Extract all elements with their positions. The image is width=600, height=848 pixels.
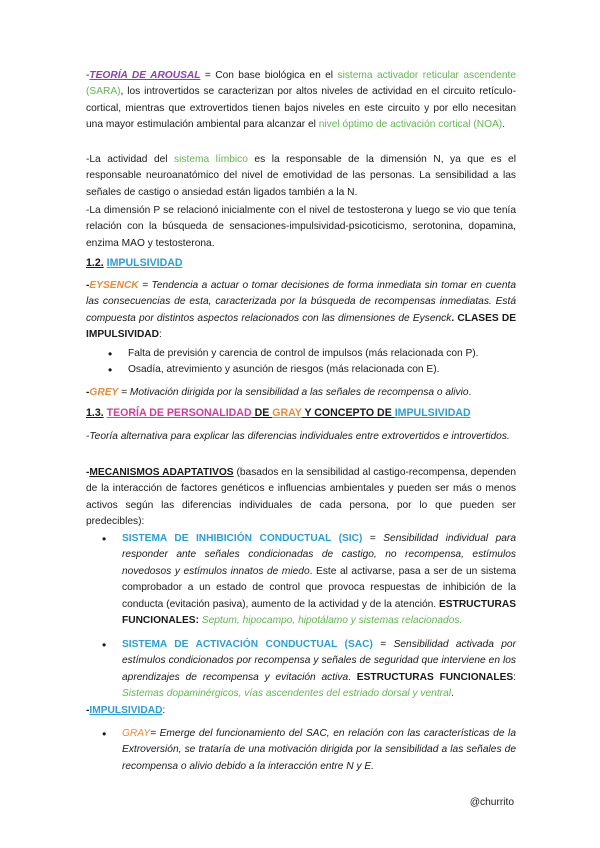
section-1-2-number: 1.2. xyxy=(86,257,104,269)
mecanismos-text: (basados en la sensibilidad al castigo-recompensa, dependen de la interacción de factores genéticos e influencias ambientales y pueden ser más o menos activos según las diferencias individuales de cada persona, por lo que pueden ser predecibles): xyxy=(86,467,516,528)
gray-text: = Emerge del funcionamiento del SAC, en relación con las características de la Extroversión, se trataría de una motivación dirigida por la sensibilidad a las señales de recompensa o alivio debido a la interacción entre N y E. xyxy=(122,728,516,772)
limbic-paragraph xyxy=(86,152,516,201)
impulsividad-2-title: IMPULSIVIDAD xyxy=(89,705,163,716)
alt-theory-paragraph: -Teoría alternativa para explicar las diferencias individuales entre extrovertidos e introvertidos. xyxy=(86,431,510,442)
list-item: • Falta de previsión y carencia de control de impulsos (más relacionada con P). xyxy=(104,346,516,362)
mecanismos-prefix: - xyxy=(86,467,90,478)
limbic-text-1: -La actividad del xyxy=(86,154,175,165)
eysenck-text: = Tendencia a actuar o tomar decisiones de forma inmediata sin tomar en cuenta las consecuencias de esta, caracterizada por la búsqueda de recompensas inmediatas. Está compuesta por distintos aspectos relacionados con las dimensiones de Eysenck xyxy=(86,280,516,324)
section-1-3-part1: TEORÍA DE PERSONALIDAD xyxy=(106,407,252,419)
section-1-2-heading xyxy=(86,257,183,269)
limbic-term: sistema límbico xyxy=(174,154,248,165)
list-item: • Osadía, atrevimiento y asunción de riesgos (más relacionada con E). xyxy=(104,362,516,378)
section-1-3-impulsividad: IMPULSIVIDAD xyxy=(394,407,471,419)
arousal-prefix: - xyxy=(86,70,90,81)
grey-name: GREY xyxy=(89,387,119,398)
section-1-3-part3: Y CONCEPTO DE xyxy=(301,407,395,419)
dimension-p-paragraph: -La dimensión P se relacionó inicialmente con el nivel de testosterona y luego se vio que tenía relación con la búsqueda de sensaciones-impulsividad-psicoticismo, serotonina, dopamina, enzima MAO y testosterona. xyxy=(86,205,516,249)
impulsividad-2-prefix: - xyxy=(86,705,90,716)
arousal-text-1: = Con base biológica en el xyxy=(200,70,338,81)
impulsividad-list xyxy=(104,346,516,379)
sic-eq: = xyxy=(362,533,384,544)
eysenck-prefix: - xyxy=(86,280,90,291)
limbic-text-2: es la responsable de la dimensión N, ya que es el responsable neuroanatómico del nivel de emotividad de las personas. La sensibilidad a las señales de castigo o ansiedad están ligados también a la N. xyxy=(86,154,516,198)
arousal-text-2: , los introvertidos se caracterizan por altos niveles de actividad en el circuito retículo-cortical, mientras que extrovertidos tienen bajos niveles en este circuito y por ello necesitan una mayor estimulación ambiental para alcanzar el xyxy=(86,86,516,131)
grey-prefix: - xyxy=(86,387,90,398)
grey-text: = Motivación dirigida por la sensibilidad a las señales de recompensa o alivio xyxy=(118,387,469,398)
sac-name: SISTEMA DE ACTIVACIÓN CONDUCTUAL (SAC) xyxy=(122,639,373,650)
clases-impulsividad: . CLASES DE IMPULSIVIDAD xyxy=(86,312,516,341)
sac-definition: Sensibilidad activada por estímulos condicionados por recompensa y señales de seguridad que interviene en los aprendizajes de recompensa y evitación activa xyxy=(122,639,516,683)
eysenck-colon: : xyxy=(159,329,162,341)
sic-name: SISTEMA DE INHIBICIÓN CONDUCTUAL (SIC) xyxy=(122,533,363,544)
gray-list xyxy=(86,726,516,775)
sic-structures: Septum, hipocampo, hipotálamo y sistemas relacionados. xyxy=(198,615,463,627)
arousal-paragraph xyxy=(86,68,516,134)
arousal-title: TEORÍA DE AROUSAL xyxy=(89,70,201,81)
eysenck-name: EYSENCK xyxy=(89,280,139,291)
mecanismos-title: MECANISMOS ADAPTATIVOS xyxy=(89,467,234,478)
sac-dot: . xyxy=(348,671,357,683)
section-1-3-part2: DE xyxy=(251,407,273,419)
gray-name: GRAY xyxy=(122,728,151,739)
impulsividad-2-colon: : xyxy=(162,705,166,716)
section-1-3-gray: GRAY xyxy=(272,407,302,419)
sara-term: sistema activador reticular ascendente (SARA) xyxy=(86,70,517,98)
arousal-text-3: . xyxy=(502,119,506,131)
mecanismos-paragraph xyxy=(86,465,516,531)
sac-colon: : xyxy=(513,671,517,683)
section-1-3-heading xyxy=(86,407,471,419)
sac-eq: = xyxy=(372,639,394,650)
sac-list xyxy=(86,637,516,703)
gray-item xyxy=(86,726,516,775)
sic-list xyxy=(86,531,516,629)
grey-paragraph xyxy=(86,385,516,401)
sic-text: . Este al activarse, pasa a ser de un sistema comprobador a un estado de control que provoca respuestas de inhibición de la conducta (evitación pasiva), aumento de la actividad y de la atención. xyxy=(122,565,516,610)
section-1-2-title: IMPULSIVIDAD xyxy=(106,257,183,269)
sac-structures: Sistemas dopaminérgicos, vías ascendentes del estriado dorsal y ventral xyxy=(122,688,451,700)
sac-estructuras-label: ESTRUCTURAS FUNCIONALES xyxy=(356,671,514,683)
eysenck-paragraph xyxy=(86,278,516,344)
impulsividad-2-heading xyxy=(86,703,516,719)
sac-item xyxy=(86,637,516,703)
grey-end: . xyxy=(468,387,472,398)
section-1-3-number: 1.3. xyxy=(86,407,104,419)
noa-term: nivel óptimo de activación cortical (NOA) xyxy=(318,119,503,131)
sic-definition: Sensibilidad individual para responder ante señales condicionadas de castigo, no recompensa, estímulos novedosos y estímulos innatos de miedo xyxy=(122,533,516,577)
sic-item xyxy=(86,531,516,629)
sac-end: . xyxy=(451,688,454,700)
sic-estructuras-label: ESTRUCTURAS FUNCIONALES: xyxy=(122,598,516,627)
signature: @churrito xyxy=(469,797,514,808)
